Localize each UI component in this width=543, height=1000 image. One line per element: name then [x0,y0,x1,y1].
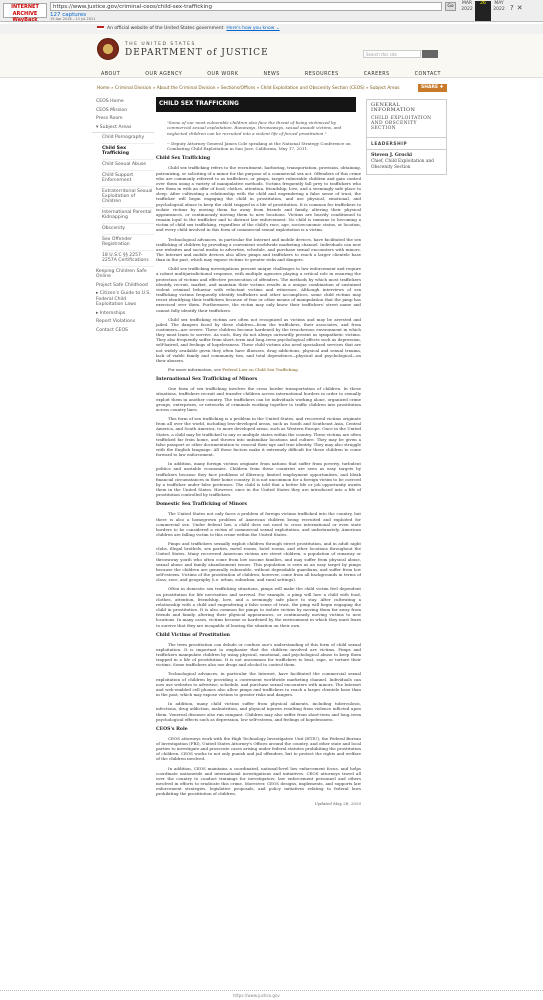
paragraph: Child sex trafficking refers to the recruitment, harboring, transportation, provision, obtaining, patronizing, or soliciting of a minor for the purpose of a commercial sex act. Offenders of this crime who are commonly referred to as traffickers, or pimps, target vulnerable children and gain control over them using a variety of manipulative methods. Victims frequently fall prey to traffickers who lure them in with an offer of food, clothes, attention, friendship, love, and a seemingly safe place to sleep. After cultivating a relationship with the child and engendering a false sense of trust, the trafficker will begin engaging the child in prostitution, and use physical, emotional, and psychological abuse to keep the child trapped in a life of prostitution. It is common for traffickers to isolate victims by moving them far away from friends and family, altering their physical appearances, or continuously moving them to new locations. Victims are heavily conditioned to remain loyal to the trafficker and to distrust law enforcement. No child is immune to becoming a victim of child sex trafficking, regardless of the child's race, age, socioeconomic status, or location, and every child involved in this form of commercial sexual exploitation is a victim. [156,165,361,233]
sidebar-subject-list [92,133,154,267]
federal-law-link[interactable]: Federal Law on Child Sex Trafficking [222,367,298,373]
paragraph: In addition, many foreign victims originate from nations that suffer from poverty, turbulent politics and unstable economies. Children from these countries are seen as easy targets by traffickers because they face problems of illiteracy, limited employment opportunities, and bleak financial circumstances in their home country. It is not uncommon for a foreign victim to be coerced by a trafficker under false pretenses. The child is told that a better life or job opportunity awaits them in the United States. However, once in the United States they are introduced into a life of prostitution controlled by traffickers. [156,461,361,498]
search-input[interactable]: Search this site [363,50,421,58]
paragraph: In addition, many child victims suffer from physical ailments, including tuberculosis, infections, drug addiction, malnutrition, and physical injuries resulting from violence inflicted upon them. Venereal diseases also run rampant. Children may also suffer from short-term and long–term psychological effects such as depression, low self-esteem, and feelings of hopelessness. [156,701,361,722]
sidebar-item-ceos-home[interactable]: CEOS Home [96,98,124,104]
sidebar-item-child-sex-trafficking[interactable]: Child Sex Trafficking [102,144,154,160]
sidebar-item-keeping-children-safe[interactable]: Keeping Children Safe Online [96,268,147,279]
gov-banner-link[interactable]: Here's how you know ⌄ [226,26,280,31]
sidebar-item-sex-offender-registration[interactable]: Sex Offender Registration [102,235,154,251]
nav-careers[interactable]: CAREERS [363,72,390,77]
sidebar-item-subject-areas[interactable]: ▾ Subject Areas [92,123,154,133]
sidebar-item-citizens-guide[interactable]: ▸ Citizen's Guide to U.S. Federal Child Exploitation Laws [96,291,151,307]
sidebar-item-child-pornography[interactable]: Child Pornography [102,133,154,144]
gov-banner-text: An official website of the United States government [107,26,224,31]
wayback-toolbar [0,0,543,22]
footer-url[interactable]: https://www.justice.gov [233,993,280,998]
heading-child-victims: Child Victims of Prostitution [156,632,231,638]
paragraph-more-info: For more information, see Federal Law on Child Sex Trafficking. [168,367,300,373]
general-info-title: GENERAL INFORMATION [371,102,416,114]
sidebar [92,97,154,335]
main-nav [97,72,445,80]
sidebar-item-contact-ceos[interactable]: Contact CEOS [96,328,128,334]
wayback-current-day: 26 [475,1,491,21]
quote: "Some of our most vulnerable children also face the threat of being victimized by commercial sexual exploitation. Runaways, throwaways, sexual assault victims, and neglected children can be recruited into a violent life of forced prostitution." [167,120,342,136]
wayback-next-month[interactable]: MAY 2022 [493,1,505,12]
sidebar-item-child-support[interactable]: Child Support Enforcement [102,171,154,187]
wayback-prev-month[interactable]: MAR 2022 [461,1,473,12]
wayback-go-button[interactable]: Go [445,2,456,11]
nav-contact[interactable]: CONTACT [414,72,441,77]
sidebar-item-2257-certifications[interactable]: 18 U.S.C §§ 2257-2257A Certifications [102,251,154,267]
footer-divider [0,990,543,991]
gov-banner [0,24,543,34]
share-button[interactable]: SHARE ✚ [418,84,447,92]
search-button[interactable] [422,50,438,58]
leader-role: Chief, Child Exploitation and Obscenity Section [371,159,434,170]
dept-title[interactable]: DEPARTMENT of JUSTICE [125,48,269,58]
breadcrumb[interactable]: Home » Criminal Division » About the Criminal Division » Sections/Offices » Child Exploitation and Obscenity Section (CEOS) » Subject Areas [97,86,400,91]
nav-our-agency[interactable]: OUR AGENCY [145,72,183,77]
paragraph: The term prostitution can delude or confuse one's understanding of this form of child sexual exploitation. It is important to emphasize that the children involved are victims. Pimps and traffickers manipulate children by using physical, emotional, and psychological abuse to keep them trapped in a life of prostitution. It is not uncommon for traffickers to beat, rape, or torture their victims. Some traffickers also use drugs and alcohol to control them. [156,641,361,668]
wayback-month-nav [459,1,507,21]
paragraph: Often in domestic sex trafficking situations, pimps will make the child victim feel dependent on prostitution for life necessities and survival. For example, a pimp will lure a child with food, clothes, attention, friendship, love, and a seemingly safe place to stay. After cultivating a relationship with a child and engendering a false sense of trust, the pimp will begin engaging the child in prostitution. It is also common for pimps to isolate victims by moving them far away from friends and family, altering their physical appearances, or continuously moving victims to new locations. In many cases, victims become so hardened by the environment in which they must learn to survive that they are incapable of leaving the situation on their own. [156,586,361,628]
sidebar-item-child-sexual-abuse[interactable]: Child Sexual Abuse [102,160,154,171]
nav-news[interactable]: NEWS [263,72,280,77]
heading-international: International Sex Trafficking of Minors [156,377,258,383]
paragraph: Technological advances, in particular the Internet, have facilitated the commercial sexual exploitation of children by providing a convenient worldwide marketing channel. Individuals can now use websites to advertise, schedule, and purchase sexual encounters with minors. The Internet and web-enabled cell phones also allow pimps and traffickers to reach a larger clientele base than in the past, which may expose victims to greater risks and dangers. [156,671,361,698]
updated-date: Updated May 28, 2020 [314,800,361,806]
wayback-actions [510,4,526,12]
leadership-heading: LEADERSHIP [367,138,446,150]
heading-ceos-role: CEOS's Role [156,726,188,732]
sidebar-item-report-violations[interactable]: Report Violations [96,319,136,325]
paragraph: This form of sex trafficking is a problem in the United States, and recovered victims originate from all over the world, including less-developed areas, such as South and Southeast Asia, Central America, and South America, to more developed areas, such as Western Europe. Once in the United States, a child may be trafficked to any or multiple states within the country. These victims are often trafficked far from home, and thrown into unfamiliar locations and culture. They may be given a false passport or other documentation to conceal their age and true identity. They may also struggle with the English language. All these factors make it extremely difficult for these children to come forward to law enforcement. [156,416,361,458]
more-info-text: For more information, see [168,367,221,373]
wayback-captures-link[interactable]: 127 captures [50,12,87,18]
nav-resources[interactable]: RESOURCES [304,72,339,77]
sidebar-item-extraterritorial[interactable]: Extraterritorial Sexual Exploitation of Children [102,187,154,208]
help-icon[interactable]: ? [510,4,517,12]
quote-attribution: -- Deputy Attorney General James Cole speaking at the National Strategy Conference on Combating Child Exploitation in San Jose, California, May 17, 2011. [167,140,351,152]
paragraph: Technological advances, in particular the Internet and mobile devices, have facilitated the sex trafficking of children by providing a convenient worldwide marketing channel. Individuals can now use websites and social media to advertise, schedule, and purchase sexual encounters with minors. The Internet and mobile devices also allow pimps and traffickers to reach a larger clientele base than in the past, which may expose victims to greater risks and dangers. [156,236,361,263]
wayback-url-input[interactable]: https://www.justice.gov/criminal-ceos/child-sex-trafficking [50,2,442,11]
nav-our-work[interactable]: OUR WORK [207,72,239,77]
sidebar-item-press-room[interactable]: Press Room [96,116,123,122]
sidebar-item-parental-kidnapping[interactable]: International Parental Kidnapping [102,208,154,224]
sidebar-item-project-safe-childhood[interactable]: Project Safe Childhood [96,282,148,288]
paragraph: Pimps and traffickers sexually exploit children through street prostitution, and in adult night clubs, illegal brothels, sex parties, motel rooms, hotel rooms, and other locations throughout the United States. Many recovered American victims are street children, a population of runaway or throwaway youth who often come from low income families, and may suffer from physical abuse, sexual abuse and family abandonment issues. This population is seen as an easy target by pimps because the children are generally vulnerable, without dependable guardians, and suffer from low self-esteem. Victims of the prostitution of children, however, come from all backgrounds in terms of class, race, and geography (i.e. urban, suburban, and rural settings). [156,541,361,583]
main-content [156,97,361,806]
paragraph: In addition, CEOS maintains a coordinated, national-level law enforcement focus, and helps coordinate nationwide and international investigations and initiatives. CEOS attorneys travel all over the country to conduct trainings for investigators, law enforcement personnel and others involved in efforts to eradicate this crime. Moreover, CEOS designs, implements, and supports law enforcement strategies, legislative proposals, and policy initiatives relating to federal laws prohibiting the prostitution of children. [156,765,361,797]
paragraph: One form of sex trafficking involves the cross border transportation of children. In these situations, traffickers recruit and transfer children across international borders in order to sexually exploit them in another country. The traffickers can be individuals working alone, organized crime groups, enterprises, or networks of criminals working together to traffic children into prostitution across country lines. [156,386,361,412]
paragraph: The United States not only faces a problem of foreign victims trafficked into the country, but there is also a homegrown problem of American children being recruited and exploited for commercial sex. Under federal law, a child does not need to cross international or even state borders to be considered a victim of commercial sexual exploitation, and unfortunately, American children are falling victim to this crime within the United States. [156,511,361,538]
page-title: CHILD SEX TRAFFICKING [156,97,356,112]
heading-child-sex-trafficking: Child Sex Trafficking [156,156,211,162]
doj-seal-icon[interactable] [97,38,119,60]
nav-about[interactable]: ABOUT [101,72,121,77]
leader-name: Steven J. Grocki [371,153,413,159]
sidebar-item-internships[interactable]: ▸ Internships [96,310,126,316]
us-flag-icon [97,26,104,30]
paragraph: Child sex trafficking investigations present unique challenges to law enforcement and require a robust multijurisdictional response, with multiple agencies playing a critical role in ensuring the protection of victims and effective prosecution of offenders. The methods by which most traffickers identify, recruit, market, and maintain their victims results in a unique combination of sustained violent criminal behavior with reluctant victims and witnesses. Although interviews of sex trafficking victims frequently identify traffickers and other accomplices, some child victims may resist identifying their traffickers because of fear or other means of manipulation that the pimp has exercised over them. Furthermore, the victim may only know their traffickers' street name and cannot fully identify their traffickers. [156,266,361,313]
general-info-subtitle: CHILD EXPLOITATION AND OBSCENITY SECTION [367,116,446,139]
heading-domestic: Domestic Sex Trafficking of Minors [156,502,248,508]
sidebar-item-obscenity[interactable]: Obscenity [102,224,154,235]
wayback-logo[interactable]: INTERNET ARCHIVE WayBack [3,3,47,18]
close-icon[interactable]: ✕ [516,4,526,12]
wayback-date-range: 19 Apr 2018 – 11 Jul 2021 [50,17,96,21]
paragraph: Child sex trafficking victims are often not recognized as victims and may be arrested and jailed. The dangers faced by these children—from the traffickers, their associates, and from customers—are severe. These children become hardened by the treacherous environment in which they must learn to survive. As such, they do not always outwardly present as sympathetic victims. They also frequently suffer from short–term and long–term psychological effects such as depression, self-hatred, and feelings of hopelessness. These child victims also need specialized services that are not widely available given they often have illnesses, drug addictions, physical and sexual trauma, lack of viable family and community ties, and total dependence—physical and psychological—on their abusers. [156,316,361,363]
general-info-box [366,99,447,175]
paragraph: CEOS attorneys work with the High Technology Investigative Unit (HTIU), the Federal Bureau of Investigation (FBI), United States Attorney's Offices around the country, and other state and local parties to investigate and prosecute cases arising under federal statutes prohibiting the prostitution of children. CEOS works to not only punish and jail offenders, but to protect the rights and welfare of the children involved. [156,735,361,762]
dept-small-title: THE UNITED STATES [125,42,196,47]
sidebar-item-ceos-mission[interactable]: CEOS Mission [96,107,128,113]
